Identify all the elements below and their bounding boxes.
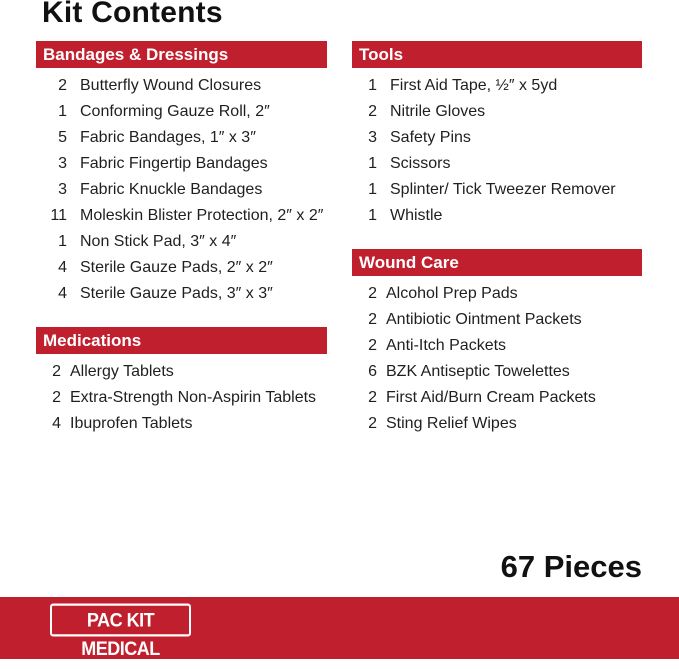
item-quantity: 1 [368, 207, 377, 224]
list-item [36, 151, 327, 177]
item-quantity: 3 [368, 129, 377, 146]
item-name: Whistle [390, 207, 443, 224]
list-item [352, 411, 642, 437]
item-name: Moleskin Blister Protection, 2″ x 2″ [80, 207, 324, 224]
item-name: Alcohol Prep Pads [386, 285, 518, 302]
item-quantity: 4 [58, 285, 67, 302]
item-name: Nitrile Gloves [390, 103, 486, 120]
item-list [36, 359, 327, 437]
item-name: Scissors [390, 155, 451, 172]
item-quantity: 1 [368, 181, 377, 198]
item-name: First Aid Tape, ½″ x 5yd [390, 77, 558, 94]
brand-logo [50, 605, 191, 667]
list-item [36, 99, 327, 125]
item-name: Sterile Gauze Pads, 3″ x 3″ [80, 285, 273, 302]
list-item [352, 281, 642, 307]
section-tools [352, 41, 642, 229]
list-item [352, 203, 642, 229]
section-heading: Wound Care [352, 249, 642, 276]
section-wound-care [352, 249, 642, 437]
item-name: Extra-Strength Non-Aspirin Tablets [70, 389, 317, 406]
item-name: Fabric Bandages, 1″ x 3″ [80, 129, 256, 146]
item-quantity: 1 [58, 233, 67, 250]
item-quantity: 6 [368, 363, 377, 380]
item-name: Splinter/ Tick Tweezer Remover [390, 181, 616, 198]
list-item [36, 385, 327, 411]
list-item [352, 99, 642, 125]
item-quantity: 4 [52, 415, 61, 432]
item-quantity: 11 [50, 207, 67, 224]
item-quantity: 1 [368, 155, 377, 172]
item-quantity: 1 [368, 77, 377, 94]
list-item [352, 125, 642, 151]
section-heading: Medications [36, 327, 327, 354]
item-quantity: 2 [368, 103, 377, 120]
item-quantity: 3 [58, 155, 67, 172]
item-list [352, 73, 642, 229]
item-name: First Aid/Burn Cream Packets [386, 389, 596, 406]
list-item [352, 385, 642, 411]
list-item [352, 359, 642, 385]
list-item [352, 73, 642, 99]
section-heading: Bandages & Dressings [36, 41, 327, 68]
item-name: Conforming Gauze Roll, 2″ [80, 103, 270, 120]
item-name: Allergy Tablets [70, 363, 174, 380]
list-item [36, 255, 327, 281]
item-quantity: 2 [52, 363, 61, 380]
item-name: Sterile Gauze Pads, 2″ x 2″ [80, 259, 273, 276]
item-quantity: 2 [58, 77, 67, 94]
item-name: Ibuprofen Tablets [70, 415, 193, 432]
item-name: BZK Antiseptic Towelettes [386, 363, 570, 380]
list-item [36, 125, 327, 151]
list-item [352, 177, 642, 203]
item-name: Safety Pins [390, 129, 471, 146]
section-heading: Tools [352, 41, 642, 68]
footer-banner [0, 597, 679, 667]
total-pieces: 67 Pieces [500, 549, 642, 584]
list-item [352, 333, 642, 359]
item-quantity: 2 [368, 285, 377, 302]
list-item [36, 177, 327, 203]
item-list [352, 281, 642, 437]
page-title: Kit Contents [42, 0, 223, 29]
item-quantity: 2 [368, 311, 377, 328]
item-name: Sting Relief Wipes [386, 415, 517, 432]
item-quantity: 5 [58, 129, 67, 146]
item-quantity: 4 [58, 259, 67, 276]
list-item [36, 281, 327, 307]
item-name: Non Stick Pad, 3″ x 4″ [80, 233, 237, 250]
logo-tagline: OUTFITTED FOR ADVENTURE [58, 661, 183, 667]
item-quantity: 1 [58, 103, 67, 120]
item-quantity: 2 [52, 389, 61, 406]
list-item [36, 359, 327, 385]
list-item [352, 151, 642, 177]
item-name: Anti-Itch Packets [386, 337, 507, 354]
list-item [36, 411, 327, 437]
list-item [36, 203, 327, 229]
item-name: Fabric Knuckle Bandages [80, 181, 263, 198]
item-quantity: 2 [368, 415, 377, 432]
item-quantity: 3 [58, 181, 67, 198]
item-name: Butterfly Wound Closures [80, 77, 262, 94]
item-list [36, 73, 327, 307]
list-item [352, 307, 642, 333]
list-item [36, 73, 327, 99]
section-bandages-dressings [36, 41, 327, 307]
logo-wordmark: PAC KIT MEDICAL [50, 604, 191, 637]
item-name: Fabric Fingertip Bandages [80, 155, 268, 172]
item-quantity: 2 [368, 337, 377, 354]
item-name: Antibiotic Ointment Packets [386, 311, 582, 328]
list-item [36, 229, 327, 255]
item-quantity: 2 [368, 389, 377, 406]
section-medications [36, 327, 327, 437]
